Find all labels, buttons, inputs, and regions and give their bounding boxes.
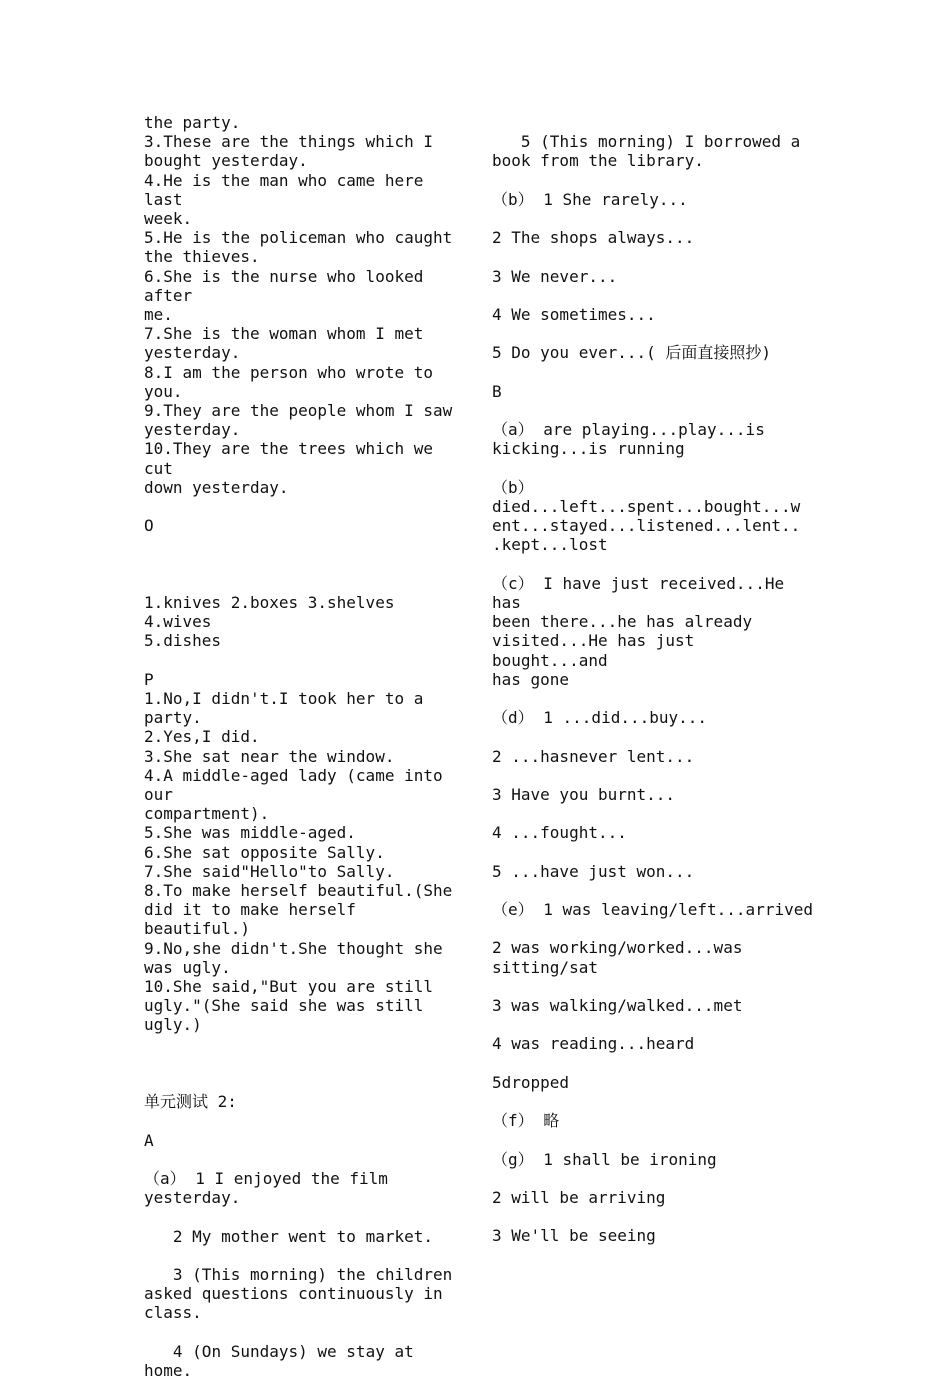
left-column-line: 5.dishes xyxy=(144,631,222,651)
right-column-line: 4 We sometimes... xyxy=(492,304,656,324)
left-column-line xyxy=(144,1054,466,1073)
right-column-line: （b） xyxy=(492,477,534,497)
right-column-line xyxy=(492,1130,814,1149)
right-column-line xyxy=(492,401,814,420)
left-column-line: 3.These are the things which I xyxy=(144,132,433,152)
left-column-line: 4 (On Sundays) we stay at home. xyxy=(144,1341,424,1380)
left-column-line xyxy=(144,574,466,593)
right-column-line: 3 Have you burnt... xyxy=(492,784,676,804)
right-column-line: 2 The shops always... xyxy=(492,228,695,248)
right-column-line: kicking...is running xyxy=(492,439,685,459)
left-column-line: did it to make herself beautiful.) xyxy=(144,900,366,939)
right-column-line: visited...He has just bought...and xyxy=(492,631,704,670)
left-column-line xyxy=(144,555,466,574)
left-column-line: 8.I am the person who wrote to you. xyxy=(144,362,443,401)
left-column-line: party. xyxy=(144,708,202,728)
left-column-line: 5.She was middle-aged. xyxy=(144,823,356,843)
left-column-line xyxy=(144,1111,466,1130)
right-column-line: 3 was walking/walked...met xyxy=(492,996,743,1016)
right-column-line xyxy=(492,843,814,862)
left-column-line: 5.He is the policeman who caught xyxy=(144,228,453,248)
right-column-line: 3 We'll be seeing xyxy=(492,1226,656,1246)
right-column-line: 5 Do you ever...( 后面直接照抄) xyxy=(492,343,772,363)
right-column-line: 2 ...hasnever lent... xyxy=(492,746,695,766)
left-column-line xyxy=(144,1246,466,1265)
right-column-line xyxy=(492,919,814,938)
left-column-line: 9.They are the people whom I saw xyxy=(144,401,453,421)
left-column-line xyxy=(144,651,466,670)
left-column-line: 4.A middle-aged lady (came into our xyxy=(144,765,453,805)
right-column-line xyxy=(492,1207,814,1226)
left-column-line xyxy=(144,1323,466,1342)
right-column-line xyxy=(492,247,814,266)
left-column-line: （a） 1 I enjoyed the film xyxy=(144,1169,388,1189)
left-column-line: 6.She sat opposite Sally. xyxy=(144,842,385,862)
right-column-line xyxy=(492,171,814,190)
left-column xyxy=(144,113,466,1380)
right-column-line: 4 was reading...heard xyxy=(492,1034,695,1054)
left-column-line: yesterday. xyxy=(144,343,241,363)
left-column-line: the thieves. xyxy=(144,247,260,267)
right-column-line: 5 (This morning) I borrowed a xyxy=(492,132,801,152)
right-column-line xyxy=(492,766,814,785)
right-column-line xyxy=(492,1169,814,1188)
right-column-line: died...left...spent...bought...w xyxy=(492,496,801,516)
right-column-line xyxy=(492,1054,814,1073)
left-column-line: bought yesterday. xyxy=(144,151,308,171)
left-column-line xyxy=(144,1035,466,1054)
left-column-line: 单元测试 2: xyxy=(144,1092,237,1112)
left-column-line: class. xyxy=(144,1303,202,1323)
right-column-line xyxy=(492,555,814,574)
right-column-line xyxy=(492,459,814,478)
left-column-line xyxy=(144,1150,466,1169)
left-column-line: 7.She said"Hello"to Sally. xyxy=(144,861,395,881)
right-column-line: .kept...lost xyxy=(492,535,608,555)
right-column-line: has gone xyxy=(492,669,570,689)
right-column-line: 3 We never... xyxy=(492,266,618,286)
left-column-line: 10.They are the trees which we cut xyxy=(144,439,443,478)
left-column-line: 6.She is the nurse who looked after xyxy=(144,266,433,305)
left-column-line: asked questions continuously in xyxy=(144,1284,443,1304)
left-column-line: 3 (This morning) the children xyxy=(144,1265,453,1284)
right-column-line: （f） 略 xyxy=(492,1111,560,1131)
left-column-line: O xyxy=(144,516,154,536)
right-column-line xyxy=(492,363,814,382)
right-column xyxy=(492,113,814,1246)
left-column-line: P xyxy=(144,669,154,689)
right-column-line xyxy=(492,881,814,900)
right-column-line xyxy=(492,113,814,132)
right-column-line: （a） are playing...play...is xyxy=(492,420,765,440)
left-column-line: down yesterday. xyxy=(144,477,289,497)
left-column-line: 10.She said,"But you are still xyxy=(144,977,433,997)
right-column-line xyxy=(492,1015,814,1034)
right-column-line: sitting/sat xyxy=(492,957,598,977)
right-column-line: been there...he has already xyxy=(492,612,753,632)
left-column-line: 4.He is the man who came here last xyxy=(144,170,433,209)
right-column-line: ent...stayed...listened...lent.. xyxy=(492,516,801,536)
right-column-line: book from the library. xyxy=(492,151,704,171)
left-column-line: 1.No,I didn't.I took her to a xyxy=(144,689,424,709)
left-column-line: week. xyxy=(144,209,193,229)
left-column-line: 9.No,she didn't.She thought she xyxy=(144,938,443,958)
left-column-line: 7.She is the woman whom I met xyxy=(144,324,424,344)
right-column-line xyxy=(492,727,814,746)
right-column-line: （e） 1 was leaving/left...arrived xyxy=(492,900,813,920)
left-column-line: A xyxy=(144,1130,154,1150)
left-column-line xyxy=(144,535,466,554)
right-column-line: （d） 1 ...did...buy... xyxy=(492,708,708,728)
right-column-line xyxy=(492,804,814,823)
right-column-line xyxy=(492,286,814,305)
right-column-line: 2 will be arriving xyxy=(492,1188,666,1208)
right-column-line: B xyxy=(492,381,502,401)
left-column-line: 3.She sat near the window. xyxy=(144,746,395,766)
right-column-line xyxy=(492,1092,814,1111)
right-column-line: 4 ...fought... xyxy=(492,823,627,843)
left-column-line xyxy=(144,497,466,516)
left-column-line: was ugly. xyxy=(144,957,231,977)
left-column-line: compartment). xyxy=(144,804,270,824)
left-column-line: yesterday. xyxy=(144,420,241,440)
right-column-line xyxy=(492,324,814,343)
left-column-line: ugly."(She said she was still xyxy=(144,996,424,1016)
right-column-line: 5dropped xyxy=(492,1072,570,1092)
left-column-line: yesterday. xyxy=(144,1188,241,1208)
right-column-line: （b） 1 She rarely... xyxy=(492,189,688,209)
right-column-line xyxy=(492,209,814,228)
right-column-line: 2 was working/worked...was xyxy=(492,938,743,958)
left-column-line xyxy=(144,1073,466,1092)
right-column-line: 5 ...have just won... xyxy=(492,861,695,881)
left-column-line: 2 My mother went to market. xyxy=(144,1226,433,1246)
left-column-line: ugly.) xyxy=(144,1015,202,1035)
right-column-line: （g） 1 shall be ironing xyxy=(492,1149,717,1169)
right-column-line: （c） I have just received...He has xyxy=(492,573,794,612)
left-column-line: 2.Yes,I did. xyxy=(144,727,260,747)
left-column-line: 1.knives 2.boxes 3.shelves 4.wives xyxy=(144,593,405,632)
right-column-line xyxy=(492,977,814,996)
left-column-line: the party. xyxy=(144,113,241,132)
left-column-line: 8.To make herself beautiful.(She xyxy=(144,881,453,901)
right-column-line xyxy=(492,689,814,708)
left-column-line: me. xyxy=(144,305,173,325)
left-column-line xyxy=(144,1207,466,1226)
